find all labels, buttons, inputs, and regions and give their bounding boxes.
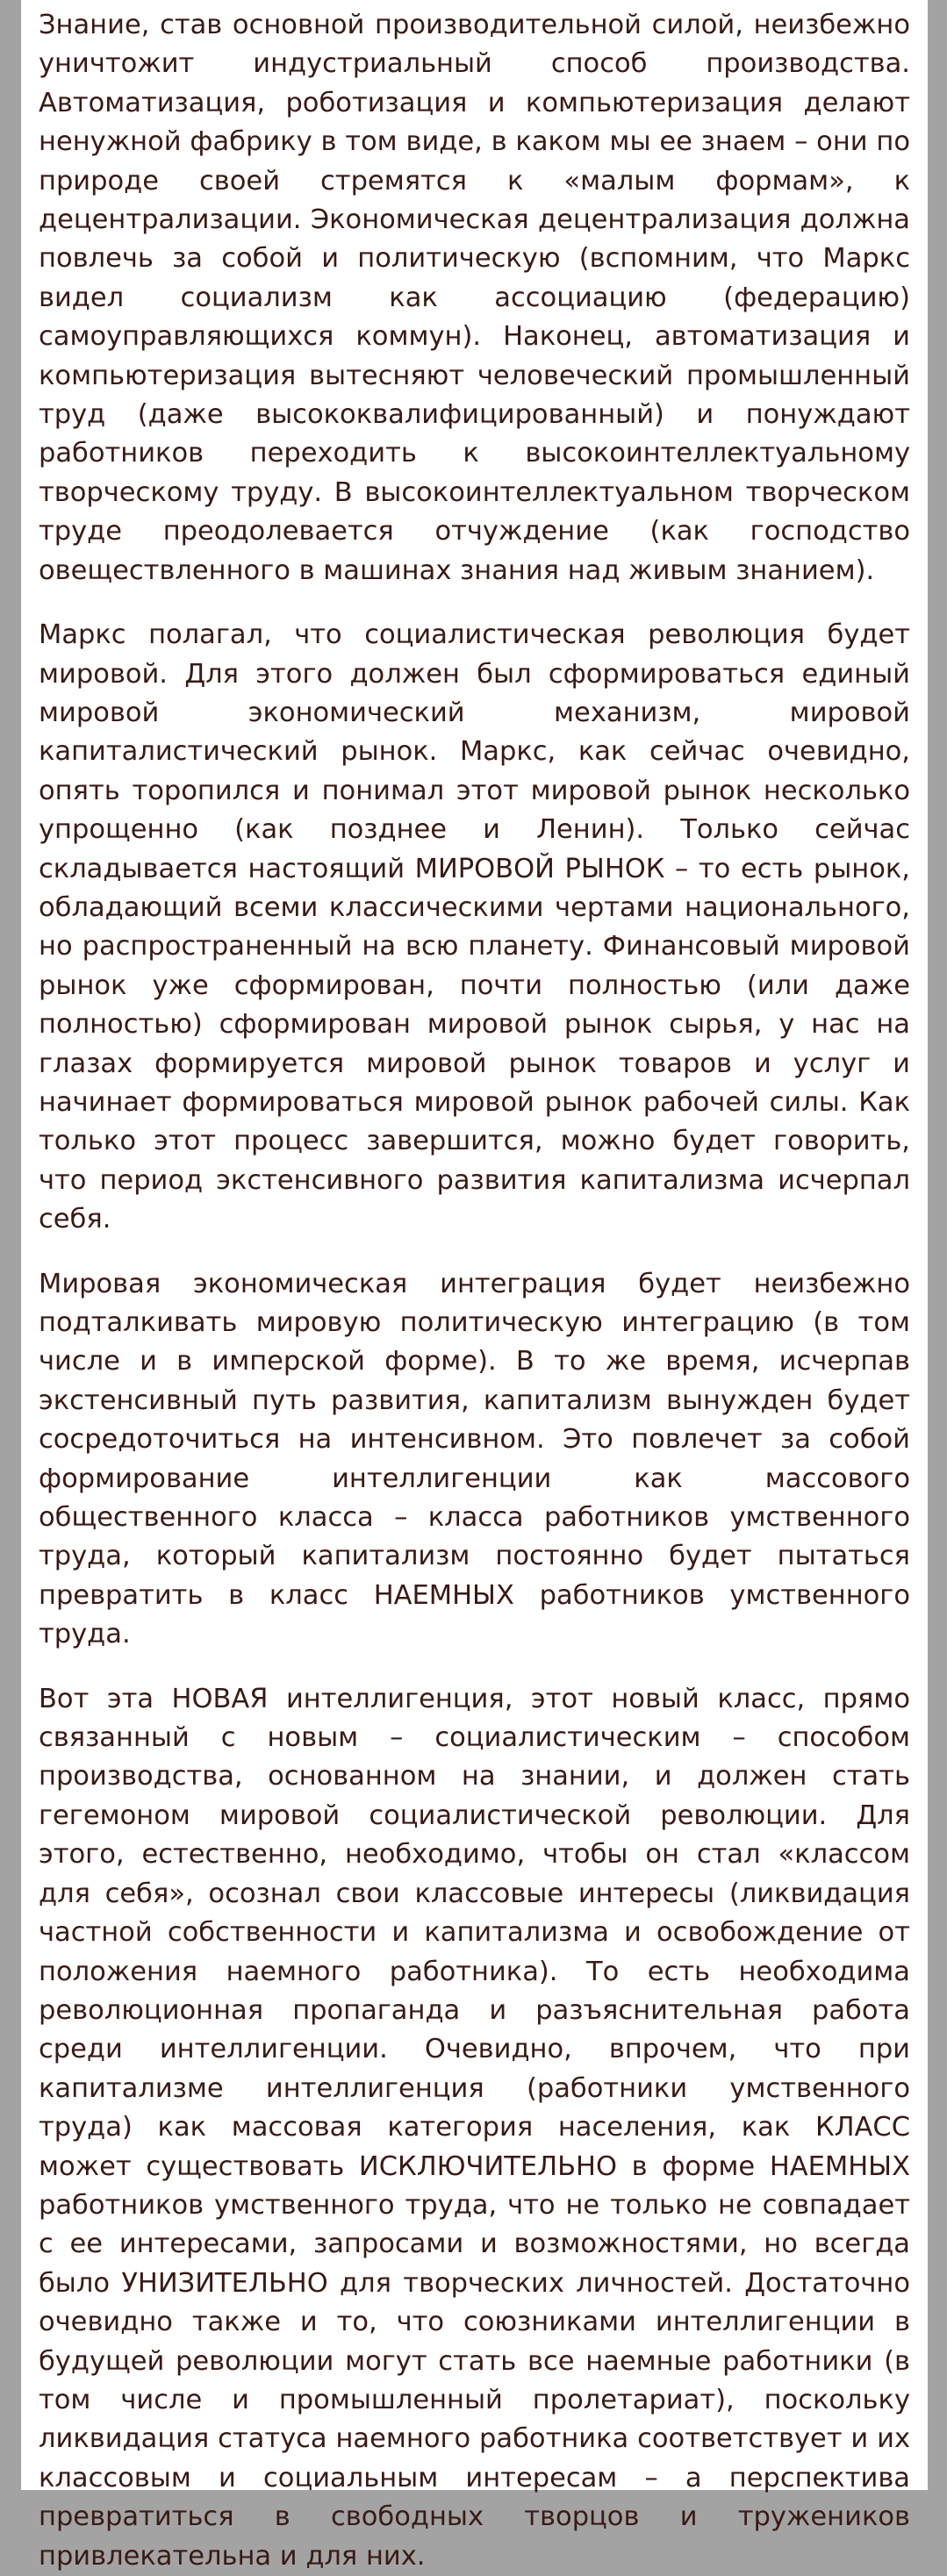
paragraph-2: Маркс полагал, что социалистическая революция будет мировой. Для этого должен был сформироваться единый мировой экономический механизм, мировой капиталистический рынок. Маркс, как сейчас очевидно, опять торопился и понимал этот мировой рынок несколько упрощенно (как позднее и Ленин). Только сейчас складывается настоящий МИРОВОЙ РЫНОК – то есть рынок, обладающий всеми классическими чертами национального, но распространенный на всю планету. Финансовый мировой рынок уже сформирован, почти полностью (или даже полностью) сформирован мировой рынок сырья, у нас на глазах формируется мировой рынок товаров и услуг и начинает формироваться мировой рынок рабочей силы. Как только этот процесс завершится, можно будет говорить, что период экстенсивного развития капитализма исчерпал себя. — [39, 619, 910, 1235]
paragraph-1: Знание, став основной производительной силой, неизбежно уничтожит индустриальный способ производства. Автоматизация, роботизация и компьютеризация делают ненужной фабрику в том виде, в каком мы ее знаем – они по природе своей стремятся к «малым формам», к децентрализации. Экономическая децентрализация должна повлечь за собой и политическую (вспомним, что Маркс видел социализм как ассоциацию (федерацию) самоуправляющихся коммун). Наконец, автоматизация и компьютеризация вытесняют человеческий промышленный труд (даже высококвалифицированный) и понуждают работников переходить к высокоинтеллектуальному творческому труду. В высокоинтеллектуальном творческом труде преодолевается отчуждение (как господство овеществленного в машинах знания над живым знанием). — [39, 10, 910, 586]
paragraph-4: Вот эта НОВАЯ интеллигенция, этот новый класс, прямо связанный с новым – социалистическим – способом производства, основанном на знании, и должен стать гегемоном мировой социалистической революции. Для этого, естественно, необходимо, чтобы он стал «классом для себя», осознал свои классовые интересы (ликвидация частной собственности и капитализма и освобождение от положения наемного работника). То есть необходима революционная пропаганда и разъяснительная работа среди интеллигенции. Очевидно, впрочем, что при капитализме интеллигенция (работники умственного труда) как массовая категория населения, как КЛАСС может существовать ИСКЛЮЧИТЕЛЬНО в форме НАЕМНЫХ работников умственного труда, что не только не совпадает с ее интересами, запросами и возможностями, но всегда было УНИЗИТЕЛЬНО для творческих личностей. Достаточно очевидно также и то, что союзниками интеллигенции в будущей революции могут стать все наемные работники (в том числе и промышленный пролетариат), поскольку ликвидация статуса наемного работника соответствует и их классовым и социальным интересам – а перспектива превратиться в свободных творцов и тружеников привлекательна и для них. — [39, 1683, 910, 2572]
paragraph-3: Мировая экономическая интеграция будет неизбежно подталкивать мировую политическую интеграцию (в том числе и в имперской форме). В то же время, исчерпав экстенсивный путь развития, капитализм вынужден будет сосредоточиться на интенсивном. Это повлечет за собой формирование интеллигенции как массового общественного класса – класса работников умственного труда, который капитализм постоянно будет пытаться превратить в класс НАЕМНЫХ работников умственного труда. — [39, 1268, 910, 1650]
article-page — [21, 0, 928, 2572]
